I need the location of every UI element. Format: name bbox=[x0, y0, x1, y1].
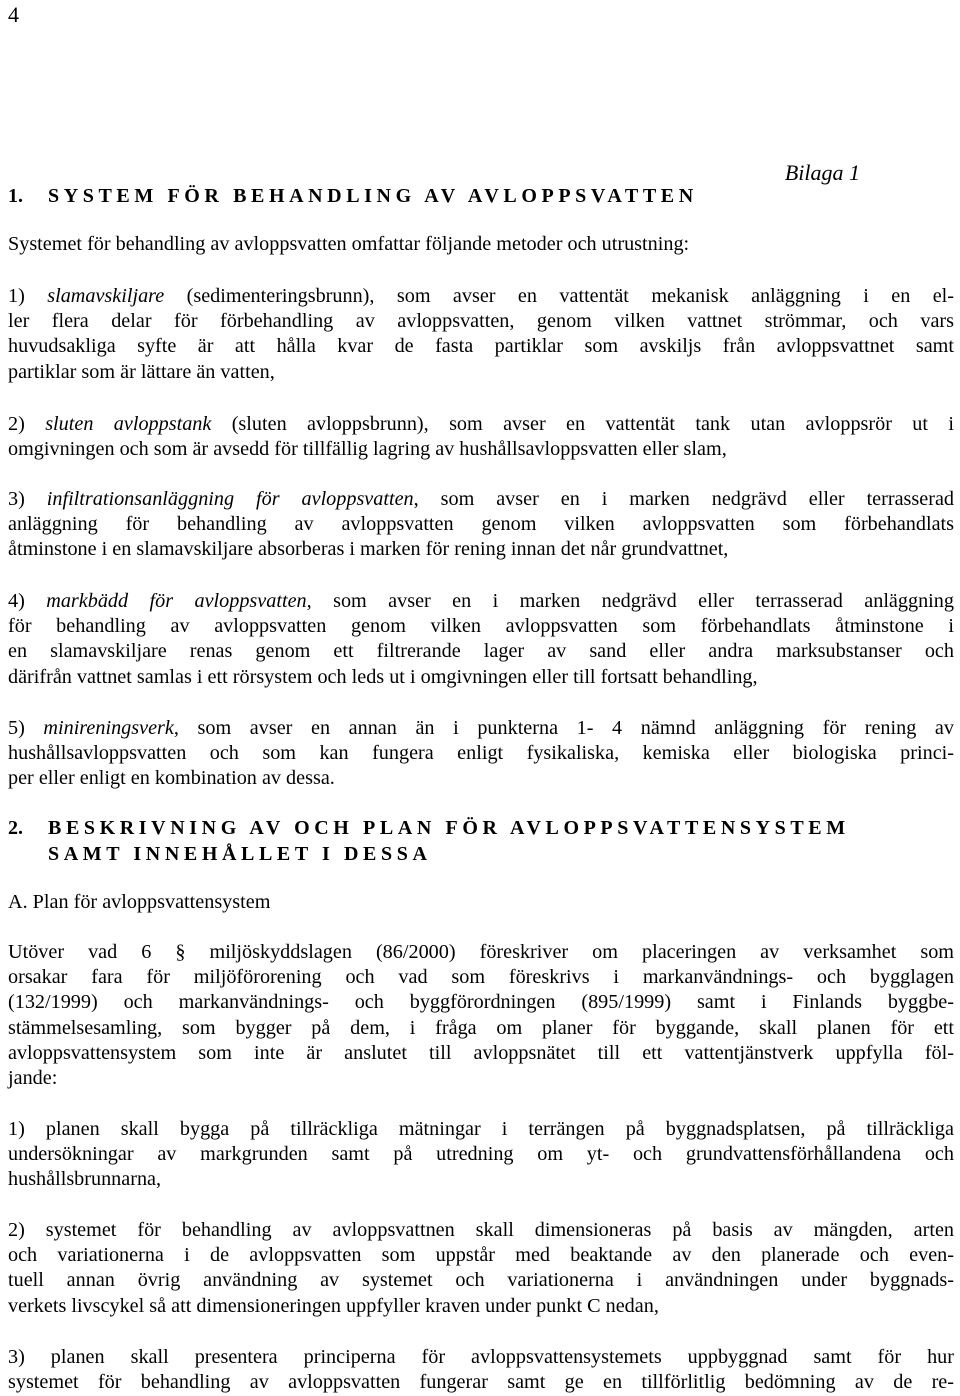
list-item-5-line-1 bbox=[8, 716, 954, 741]
section-1-number: 1. bbox=[8, 185, 23, 207]
list-item-1 bbox=[8, 284, 954, 385]
list-item-4-prefix: 4) bbox=[8, 590, 47, 612]
section-2-title-line-2: SAMT INNEHÅLLET I DESSA bbox=[48, 843, 432, 865]
list-item-3-term: infiltrationsanläggning för avloppsvatten bbox=[46, 488, 414, 510]
paragraph-b-line-2: orsakar fara för miljöförorening och vad som föreskrivs i markanvändnings- och bygglagen bbox=[8, 966, 954, 989]
paragraph-b-line-5: avloppsvattensystem som inte är anslutet till avloppsnätet till ett vattentjänstverk uppfylla föl- bbox=[8, 1041, 954, 1064]
list-item-5-text: , som avser en annan än i punkterna 1- 4 nämnd anläggning för rening av bbox=[173, 717, 954, 739]
subheading-a bbox=[8, 890, 954, 915]
list-item-3-prefix: 3) bbox=[8, 488, 47, 510]
list-item-1-text: (sedimenteringsbrunn), som avser en vattentät mekanisk anläggning i en el- bbox=[164, 285, 954, 307]
list-item-4-line-3: en slamavskiljare renas genom ett filtrerande lager av sand eller andra marksubstanser och bbox=[8, 640, 954, 663]
paragraph-b-line-4: stämmelsesamling, som bygger på dem, i fråga om planer för byggande, skall planen för ett bbox=[8, 1016, 954, 1039]
list-item-1-line-2: ler flera delar för förbehandling av avloppsvatten, genom vilken vattnet strömmar, och vars bbox=[8, 310, 954, 333]
list-item-2-prefix: 2) bbox=[8, 413, 46, 435]
list-item-5-line-2: hushållsavloppsvatten och som kan fungera enligt fysikaliska, kemiska eller biologiska princi- bbox=[8, 742, 954, 765]
requirement-2-line-2: och variationerna i de avloppsvatten som uppstår med beaktande av den planerade och even- bbox=[8, 1244, 954, 1267]
list-item-3-line-2: anläggning för behandling av avloppsvatten genom vilken avloppsvatten som förbehandlats bbox=[8, 513, 954, 536]
requirement-3 bbox=[8, 1345, 954, 1395]
list-item-2-text: (sluten avloppsbrunn), som avser en vattentät tank utan avloppsrör ut i bbox=[211, 413, 954, 435]
list-item-2-term: sluten avloppstank bbox=[45, 413, 212, 435]
list-item-4-text: , som avser en i marken nedgrävd eller terrasserad anläggning bbox=[306, 590, 954, 612]
list-item-1-line-1 bbox=[8, 284, 954, 309]
list-item-5-prefix: 5) bbox=[8, 717, 44, 739]
list-item-1-term: slamavskiljare bbox=[47, 285, 165, 307]
list-item-4-line-4: därifrån vattnet samlas i ett rörsystem och leds ut i omgivningen eller till fortsatt behandling, bbox=[8, 665, 758, 688]
list-item-2-line-2: omgivningen och som är avsedd för tillfällig lagring av hushållsavloppsvatten eller slam, bbox=[8, 438, 727, 461]
list-item-5-line-3: per eller enligt en kombination av dessa. bbox=[8, 767, 335, 790]
requirement-3-line-1: 3) planen skall presentera principerna för avloppsvattensystemets uppbyggnad samt för hur bbox=[8, 1346, 954, 1368]
section-2-number: 2. bbox=[8, 817, 23, 839]
list-item-1-line-3: huvudsakliga syfte är att hålla kvar de fasta partiklar som avskiljs från avloppsvattnet samt bbox=[8, 335, 954, 358]
intro-text: Systemet för behandling av avloppsvatten omfattar följande metoder och utrustning: bbox=[8, 233, 690, 255]
list-item-4-line-1 bbox=[8, 589, 954, 614]
requirement-2-line-3: tuell annan övrig användning av systemet och variationerna i användningen under byggnads- bbox=[8, 1269, 954, 1292]
list-item-1-line-4: partiklar som är lättare än vatten, bbox=[8, 360, 275, 383]
list-item-4-line-2: för behandling av avloppsvatten genom vilken avloppsvatten som förbehandlats åtminstone i bbox=[8, 615, 954, 638]
section-1-title: SYSTEM FÖR BEHANDLING AV AVLOPPSVATTEN bbox=[48, 185, 698, 207]
requirement-1-line-1: 1) planen skall bygga på tillräckliga mätningar i terrängen på byggnadsplatsen, på tillräckliga bbox=[8, 1118, 954, 1140]
requirement-3-line-2: systemet för behandling av avloppsvatten fungerar samt ge en tillförlitlig bedömning av de re- bbox=[8, 1371, 954, 1394]
section-2-heading bbox=[8, 815, 850, 841]
list-item-3 bbox=[8, 487, 954, 563]
requirement-1-line-3: hushållsbrunnarna, bbox=[8, 1168, 162, 1191]
requirement-1 bbox=[8, 1117, 954, 1193]
subheading-a-text: A. Plan för avloppsvattensystem bbox=[8, 891, 271, 913]
list-item-4 bbox=[8, 589, 954, 690]
section-2-title-line-1: BESKRIVNING AV OCH PLAN FÖR AVLOPPSVATTENSYSTEM bbox=[48, 817, 850, 839]
section-2-heading-line-2 bbox=[48, 841, 432, 867]
list-item-5-term: minireningsverk bbox=[43, 717, 174, 739]
paragraph-b-line-6: jande: bbox=[8, 1067, 58, 1090]
list-item-3-line-1 bbox=[8, 487, 954, 512]
paragraph-b-line-3: (132/1999) och markanvändnings- och byggförordningen (895/1999) samt i Finlands byggbe- bbox=[8, 991, 954, 1014]
requirement-1-line-2: undersökningar av markgrunden samt på utredning om yt- och grundvattensförhållandena och bbox=[8, 1143, 954, 1166]
paragraph-b bbox=[8, 940, 954, 1091]
list-item-2-line-1 bbox=[8, 412, 954, 437]
appendix-label: Bilaga 1 bbox=[784, 160, 860, 185]
paragraph-b-line-1: Utöver vad 6 § miljöskyddslagen (86/2000) föreskriver om placeringen av verksamhet som bbox=[8, 941, 954, 963]
requirement-2-line-4: verkets livscykel så att dimensioneringen uppfyller kraven under punkt C nedan, bbox=[8, 1294, 659, 1317]
list-item-3-line-3: åtminstone i en slamavskiljare absorberas i marken för rening innan det når grundvattnet, bbox=[8, 538, 729, 561]
list-item-2 bbox=[8, 412, 954, 462]
list-item-5 bbox=[8, 716, 954, 792]
list-item-4-term: markbädd för avloppsvatten bbox=[46, 590, 307, 612]
requirement-2 bbox=[8, 1218, 954, 1319]
list-item-1-prefix: 1) bbox=[8, 285, 48, 307]
requirement-2-line-1: 2) systemet för behandling av avloppsvattnen skall dimensioneras på basis av mängden, arten bbox=[8, 1219, 954, 1241]
page-number: 4 bbox=[8, 2, 19, 27]
list-item-3-text: , som avser en i marken nedgrävd eller terrasserad bbox=[413, 488, 955, 510]
section-1-heading bbox=[8, 183, 698, 209]
intro-paragraph bbox=[8, 232, 954, 257]
